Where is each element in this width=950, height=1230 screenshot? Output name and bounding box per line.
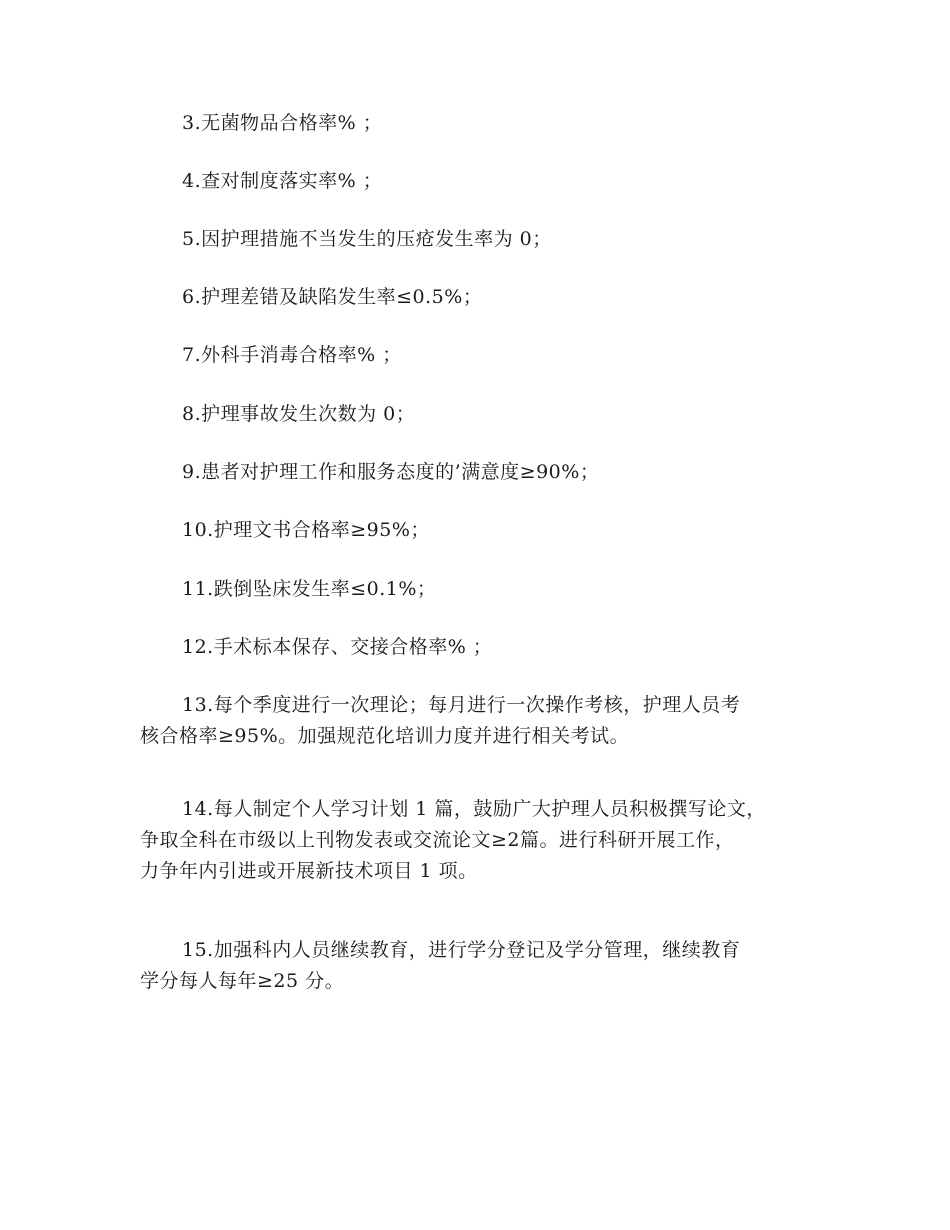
list-item (140, 794, 820, 887)
list-item (140, 224, 820, 255)
item-3-text: 3.无菌物品合格率% ； (182, 112, 383, 134)
list-item (140, 457, 820, 488)
list-item (140, 632, 820, 663)
item-4-text: 4.查对制度落实率% ； (182, 170, 383, 192)
list-item (140, 340, 820, 371)
list-item (140, 108, 820, 139)
item-10-text: 10.护理文书合格率≥95%； (182, 519, 430, 541)
item-11-text: 11.跌倒坠床发生率≤0.1%； (182, 578, 437, 600)
item-9-text: 9.患者对护理工作和服务态度的’满意度≥90%； (182, 461, 600, 483)
item-14-line-3: 力争年内引进或开展新技术项目 1 项。 (140, 860, 478, 882)
item-7-text: 7.外科手消毒合格率% ； (182, 344, 402, 366)
item-13-line-1: 13.每个季度进行一次理论；每月进行一次操作考核，护理人员考 (182, 694, 741, 716)
list-item (140, 399, 820, 430)
item-8-text: 8.护理事故发生次数为 0； (182, 403, 416, 425)
list-item (140, 166, 820, 197)
item-6-text: 6.护理差错及缺陷发生率≤0.5%； (182, 286, 483, 308)
item-13-line-2: 核合格率≥95%。加强规范化培训力度并进行相关考试。 (140, 725, 630, 747)
item-14-line-1: 14.每人制定个人学习计划 1 篇，鼓励广大护理人员积极撰写论文， (182, 798, 766, 820)
list-item (140, 515, 820, 546)
list-item (140, 282, 820, 313)
list-item (140, 690, 820, 752)
list-item (140, 574, 820, 605)
item-5-text: 5.因护理措施不当发生的压疮发生率为 0； (182, 228, 552, 250)
item-15-line-2: 学分每人每年≥25 分。 (140, 970, 345, 992)
item-12-text: 12.手术标本保存、交接合格率% ； (182, 636, 493, 658)
item-15-line-1: 15.加强科内人员继续教育，进行学分登记及学分管理，继续教育 (182, 939, 741, 961)
item-14-line-2: 争取全科在市级以上刊物发表或交流论文≥2篇。进行科研开展工作， (140, 829, 735, 851)
list-item (140, 935, 820, 997)
